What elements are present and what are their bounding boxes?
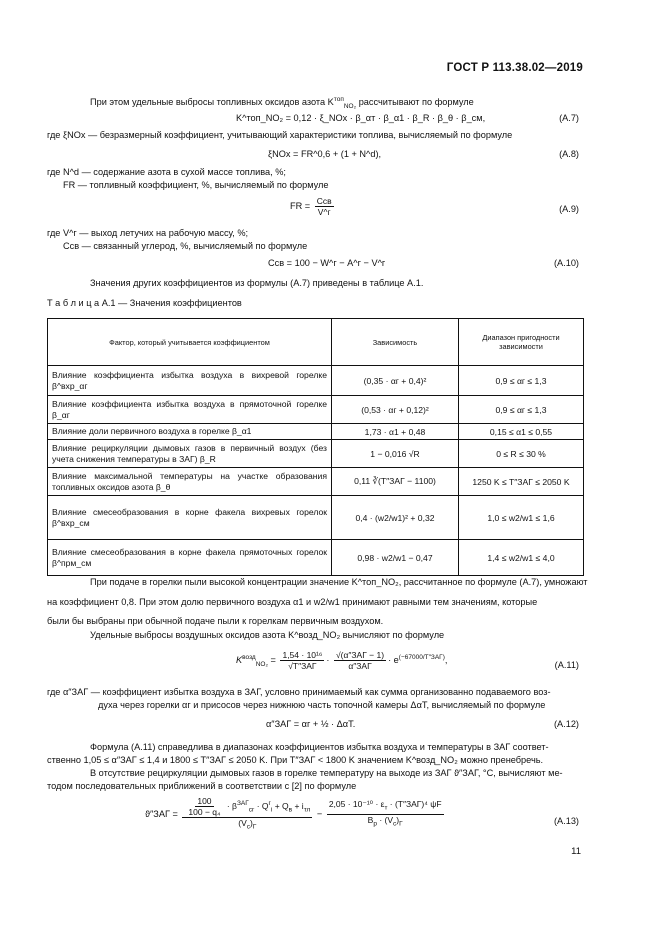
table-cell-range: 1,4 ≤ w2/w1 ≤ 4,0 [459, 540, 584, 576]
document-header: ГОСТ Р 113.38.02—2019 [446, 62, 583, 74]
table-row [48, 540, 584, 576]
table-cell-dependency: 0,4 · (w2/w1)² + 0,32 [332, 496, 459, 540]
equation-a9-number: (A.9) [559, 204, 579, 214]
table-cell-range: 1,0 ≤ w2/w1 ≤ 1,6 [459, 496, 584, 540]
table-cell-range: 1250 K ≤ T″ЗАГ ≤ 2050 K [459, 468, 584, 496]
table-row [48, 424, 584, 440]
equation-a8: ξNOx = FR^0,6 + (1 + N^d), [268, 149, 382, 159]
paragraph-intro [90, 94, 474, 113]
table-row [48, 366, 584, 396]
equation-a9 [290, 196, 336, 217]
equation-a12: α″ЗАГ = αг + ½ · ΔαТ. [266, 719, 356, 729]
eq-a9-lhs: FR = [290, 200, 311, 211]
table-cell-dependency: 0,98 · w2/w1 − 0,47 [332, 540, 459, 576]
page-number: 11 [571, 846, 581, 857]
paragraph-xi-definition: где ξNOx — безразмерный коэффициент, учитывающий характеристики топлива, вычисляемый по формуле [47, 130, 513, 140]
eq-a9-denominator: V^г [317, 207, 331, 217]
table-cell-factor: Влияние коэффициента избытка воздуха в вихревой горелке β^вхр_αг [48, 366, 332, 396]
paragraph-fr-definition: FR — топливный коэффициент, %, вычисляемый по формуле [63, 180, 329, 190]
table-cell-range: 0,9 ≤ αг ≤ 1,3 [459, 366, 584, 396]
equation-a13: ϑ″ЗАГ = $\frac{100}{\text{100 − q₄}}$ · $\beta^{ЗАГ}_{сг} \cdot Q^г_i + Q_в + i_{тл}$ $(V_c)_Г$ − $\frac{2,05 \cdot 10^{-10} \cdot \varepsilon_т \cdot (T''ЗАГ)^4 \psi F}{B_р \cdot (V_c)_Г}$ [145, 796, 442, 831]
equation-a7: K^топ_NO₂ = 0,12 · ξ_NOx · β_αт · β_α1 · β_R · β_θ · β_см, [236, 113, 486, 123]
intro-sub: NO₂ [343, 102, 357, 110]
table-cell-range: 0 ≤ R ≤ 30 % [459, 440, 584, 468]
coefficients-table [47, 318, 584, 576]
table-cell-dependency: 0,11 ∛(T″ЗАГ − 1100) [332, 468, 459, 496]
eq-a9-numerator: Cсв [316, 196, 332, 206]
paragraph-carbon-definition: Cсв — связанный углерод, %, вычисляемый по формуле [63, 241, 308, 251]
paragraph-nd-definition: где N^d — содержание азота в сухой массе топлива, %; [47, 167, 286, 177]
paragraph-validity-1: Формула (A.11) справедлива в диапазонах коэффициентов избытка воздуха и температуры в ЗАГ соответ- [90, 742, 549, 752]
intro-text: При этом удельные выбросы топливных оксидов азота K [90, 97, 334, 108]
equation-a10: Cсв = 100 − W^г − A^г − V^г [268, 258, 386, 268]
paragraph-temperature-1: В отсутствие рециркуляции дымовых газов в горелке температуру на выходе из ЗАГ ϑ″ЗАГ, °C, вычисляют ме- [90, 768, 563, 778]
table-header-range: Диапазон пригодности зависимости [459, 319, 584, 366]
table-row [48, 396, 584, 424]
table-cell-dependency: 1,73 · α1 + 0,48 [332, 424, 459, 440]
table-row [48, 468, 584, 496]
paragraph-air-nox: Удельные выбросы воздушных оксидов азота K^возд_NO₂ вычисляют по формуле [90, 630, 445, 640]
equation-a11: $K^{возд}_{NO_2}$ = $\frac{\text{1,54 · 10¹⁶}}{\text{√T″ЗАГ}}$ · $\frac{\text{√(α″ЗАГ − 1)}}{\text{α″ЗАГ}}$ · $e^{(-67000/T''ЗАГ)}$, [236, 650, 448, 671]
table-cell-factor: Влияние рециркуляции дымовых газов в первичный воздух (без учета снижения температуры в ЗАГ) β_R [48, 440, 332, 468]
equation-a12-number: (A.12) [553, 719, 579, 729]
table-row [48, 440, 584, 468]
table-header-factor: Фактор, который учитывается коэффициентом [48, 319, 332, 366]
table-cell-factor: Влияние максимальной температуры на участке образования топливных оксидов азота β_θ [48, 468, 332, 496]
table-cell-range: 0,9 ≤ αг ≤ 1,3 [459, 396, 584, 424]
equation-a13-number: (A.13) [553, 816, 579, 826]
table-cell-dependency: 1 − 0,016 √R [332, 440, 459, 468]
equation-a11-number: (A.11) [554, 660, 579, 670]
equation-a10-number: (A.10) [553, 258, 579, 268]
table-header-row [48, 319, 584, 366]
table-cell-range: 0,15 ≤ α1 ≤ 0,55 [459, 424, 584, 440]
table-cell-dependency: (0,53 · αг + 0,12)² [332, 396, 459, 424]
eq-a9-fraction [315, 196, 334, 217]
paragraph-dust-concentration-1: При подаче в горелки пыли высокой концентрации значение K^топ_NO₂, рассчитанное по формуле (A.7), умножают [90, 577, 588, 587]
paragraph-dust-concentration-3: были бы выбраны при обычной подаче пыли к горелкам первичным воздухом. [47, 616, 384, 626]
paragraph-alpha-zag-1: где α″ЗАГ — коэффициент избытка воздуха в ЗАГ, условно принимаемый как сумма организованно подаваемого воз- [47, 687, 551, 697]
eq-a11-fraction-2: $\frac{\text{√(α″ЗАГ − 1)}}{\text{α″ЗАГ}}$ [335, 650, 385, 671]
table-cell-factor: Влияние коэффициента избытка воздуха в прямоточной горелке β_αг [48, 396, 332, 424]
equation-a7-number: (A.7) [559, 113, 579, 123]
paragraph-table-reference: Значения других коэффициентов из формулы (A.7) приведены в таблице A.1. [90, 278, 424, 288]
paragraph-alpha-zag-2: духа через горелки αг и присосов через нижнюю часть топочной камеры ΔαТ, вычисляемый по формуле [98, 700, 546, 710]
equation-a8-number: (A.8) [559, 149, 579, 159]
eq-a13-fraction-1: $\frac{100}{\text{100 − q₄}}$ · $\beta^{ЗАГ}_{сг} \cdot Q^г_i + Q_в + i_{тл}$ $(V_c)_Г$ [182, 796, 312, 833]
table-header-dependency: Зависимость [332, 319, 459, 366]
paragraph-temperature-2: тодом последовательных приближений в соответствии с [2] по формуле [47, 781, 357, 791]
paragraph-volatile-definition: где V^г — выход летучих на рабочую массу, %; [47, 228, 249, 238]
table-caption: Т а б л и ц а A.1 — Значения коэффициентов [47, 298, 242, 308]
table-cell-factor: Влияние смесеобразования в корне факела вихревых горелок β^вхр_см [48, 496, 332, 540]
paragraph-dust-concentration-2: на коэффициент 0,8. При этом долю первичного воздуха α1 и w2/w1 принимают равными тем значениям, которые [47, 597, 538, 607]
table-cell-factor: Влияние доли первичного воздуха в горелке β_α1 [48, 424, 332, 440]
table-cell-factor: Влияние смесеобразования в корне факела прямоточных горелок β^прм_см [48, 540, 332, 576]
paragraph-validity-2: ственно 1,05 ≤ α″ЗАГ ≤ 1,4 и 1800 ≤ T″ЗАГ ≤ 2050 K. При T″ЗАГ < 1800 K значением K^возд_NO₂ можно пренебречь. [47, 755, 544, 765]
intro-sup: топ [333, 96, 344, 103]
table-cell-dependency: (0,35 · αг + 0,4)² [332, 366, 459, 396]
table-row [48, 496, 584, 540]
eq-a11-fraction-1: $\frac{\text{1,54 · 10¹⁶}}{\text{√T″ЗАГ}}$ [282, 650, 323, 671]
intro-tail: рассчитывают по формуле [358, 97, 474, 108]
eq-a13-fraction-2: $\frac{2,05 \cdot 10^{-10} \cdot \varepsilon_т \cdot (T''ЗАГ)^4 \psi F}{B_р \cdot (V_c)_Г}$ [328, 799, 442, 828]
